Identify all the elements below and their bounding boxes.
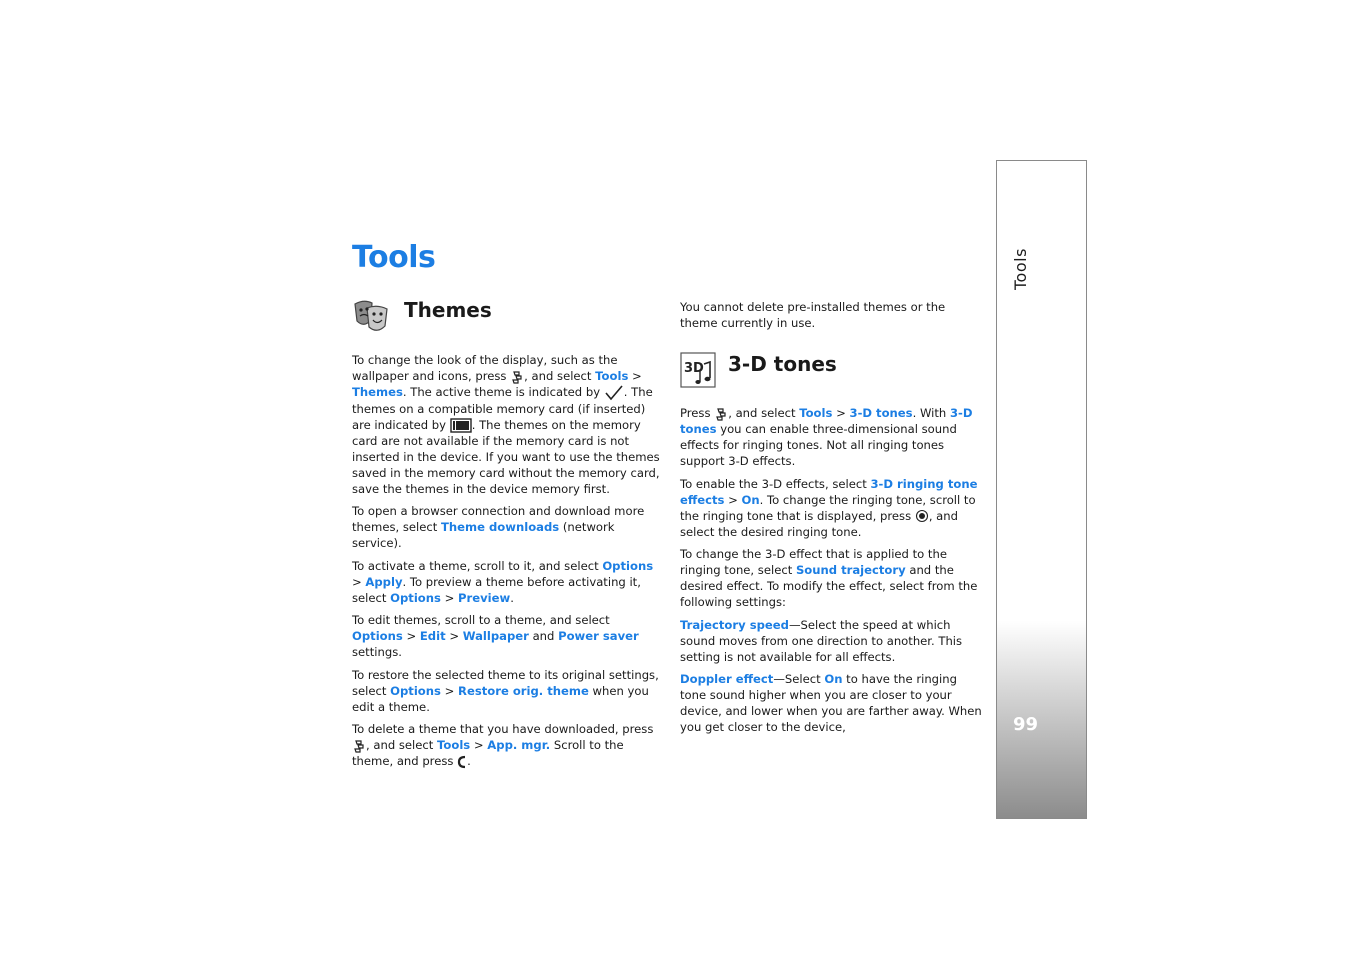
text: To activate a theme, scroll to it, and select	[352, 558, 603, 573]
menu-key-icon	[510, 370, 524, 384]
chapter-side-label: Tools	[1011, 248, 1030, 290]
text: . The themes on a compatible memory card (if inserted) are indicated by	[352, 385, 653, 432]
menu-link-options: Options	[352, 629, 403, 643]
menu-link-doppler-effect: Doppler effect	[680, 672, 774, 686]
themes-continued-column	[680, 299, 986, 338]
text: .	[467, 754, 471, 768]
text: To change the 3-D effect that is applied to the ringing tone, select	[680, 547, 947, 577]
themes-masks-icon	[352, 298, 390, 336]
text: >	[628, 369, 642, 383]
text: . To change the ringing tone, scroll to the ringing tone that is displayed, press	[680, 492, 976, 523]
tones-heading: 3-D tones	[728, 352, 837, 376]
chapter-side-tab	[996, 160, 1087, 819]
tones-paragraph	[680, 671, 986, 735]
themes-paragraph	[352, 352, 662, 497]
text: —Select the speed at which sound moves from one direction to another. This setting is not available for all effects.	[680, 617, 963, 664]
text: >	[445, 629, 463, 643]
menu-link-on: On	[741, 492, 760, 507]
text: and the desired effect. To modify the effect, select from the following settings:	[680, 563, 978, 609]
menu-link-options: Options	[390, 590, 441, 605]
tones-paragraph	[680, 476, 986, 540]
text: you can enable three-dimensional sound effects for ringing tones. Not all ringing tones support 3-D effects.	[680, 422, 957, 468]
text: >	[724, 492, 742, 507]
themes-paragraph	[352, 667, 662, 715]
page-number: 99	[1013, 714, 1039, 735]
text: To edit themes, scroll to a theme, and select	[352, 613, 610, 627]
text: . To preview a theme before activating it, select	[352, 574, 641, 605]
text: —Select	[773, 672, 825, 686]
themes-paragraph	[352, 612, 662, 660]
text: To enable the 3-D effects, select	[680, 476, 871, 491]
menu-link-restore-theme: Restore orig. theme	[458, 683, 589, 698]
text: when you edit a theme.	[352, 683, 649, 714]
menu-link-3d-ringing-tone-effects: 3-D ringing tone effects	[680, 476, 978, 507]
menu-link-power-saver: Power saver	[558, 629, 639, 643]
clear-key-icon	[457, 755, 467, 769]
menu-link-apply: Apply	[365, 574, 403, 589]
text: To open a browser connection and download more themes, select	[352, 504, 645, 534]
menu-link-tools: Tools	[595, 369, 629, 383]
text: >	[470, 738, 488, 752]
themes-paragraph	[352, 558, 662, 606]
text: , and select	[728, 406, 800, 420]
themes-paragraph	[352, 721, 662, 769]
tones-paragraph	[680, 617, 986, 665]
text: (network service).	[352, 520, 615, 550]
menu-link-edit: Edit	[419, 629, 446, 643]
menu-link-tools: Tools	[799, 406, 833, 420]
text: to have the ringing tone sound higher when you are closer to your device, and lower when you are farther away. When you get closer to the device,	[680, 672, 982, 734]
themes-heading-block	[352, 298, 492, 336]
svg-text:3D: 3D	[684, 361, 704, 376]
text: , and select	[524, 369, 596, 383]
text: . With	[912, 406, 950, 420]
check-mark-icon	[604, 385, 624, 401]
text: . The active theme is indicated by	[402, 385, 604, 399]
menu-link-options: Options	[390, 683, 441, 698]
themes-paragraph: You cannot delete pre-installed themes or the theme currently in use.	[680, 300, 946, 330]
text: settings.	[352, 645, 402, 659]
themes-paragraph	[352, 503, 662, 551]
menu-link-preview: Preview	[458, 590, 511, 605]
tones-heading-block	[680, 352, 837, 388]
menu-key-icon	[352, 739, 366, 753]
tones-text-column	[680, 405, 986, 742]
text: To change the look of the display, such as the wallpaper and icons, press	[352, 353, 618, 383]
text: >	[352, 574, 366, 589]
text: Scroll to the theme, and press	[352, 738, 624, 768]
memory-card-icon	[450, 418, 472, 433]
joystick-press-icon	[915, 509, 929, 523]
3d-tones-icon	[680, 352, 716, 388]
themes-heading: Themes	[404, 298, 492, 322]
tones-paragraph	[680, 546, 986, 610]
text: >	[402, 629, 420, 643]
text: and	[528, 629, 559, 643]
text: Press	[680, 406, 715, 420]
text: >	[440, 590, 459, 605]
menu-link-options: Options	[602, 558, 654, 573]
menu-link-wallpaper: Wallpaper	[462, 629, 529, 643]
menu-link-3d-tones: 3-D tones	[849, 406, 913, 420]
text: .	[510, 590, 514, 605]
themes-text-column	[352, 352, 662, 776]
menu-link-trajectory-speed: Trajectory speed	[680, 617, 789, 632]
menu-link-tools: Tools	[437, 738, 471, 752]
menu-link-sound-trajectory: Sound trajectory	[795, 563, 906, 577]
tones-paragraph	[680, 405, 986, 469]
menu-link-app-mgr: App. mgr.	[487, 738, 551, 752]
text: To restore the selected theme to its original settings, select	[352, 667, 659, 698]
menu-key-icon	[714, 407, 728, 421]
text: To delete a theme that you have downloaded, press	[352, 722, 654, 736]
text: . The themes on the memory card are not available if the memory card is not inserted in the device. If you want to use the themes saved in the memory card without the memory card, save the themes in the device memory first.	[352, 417, 660, 496]
text: , and select the desired ringing tone.	[680, 508, 958, 539]
text: >	[440, 683, 459, 698]
menu-link-on: On	[824, 672, 843, 686]
menu-link-theme-downloads: Theme downloads	[441, 520, 560, 534]
menu-link-3d-tones: 3-D tones	[680, 406, 973, 436]
text: >	[832, 406, 850, 420]
page-title: Tools	[352, 240, 436, 275]
menu-link-themes: Themes	[352, 385, 403, 399]
text: , and select	[366, 738, 438, 752]
